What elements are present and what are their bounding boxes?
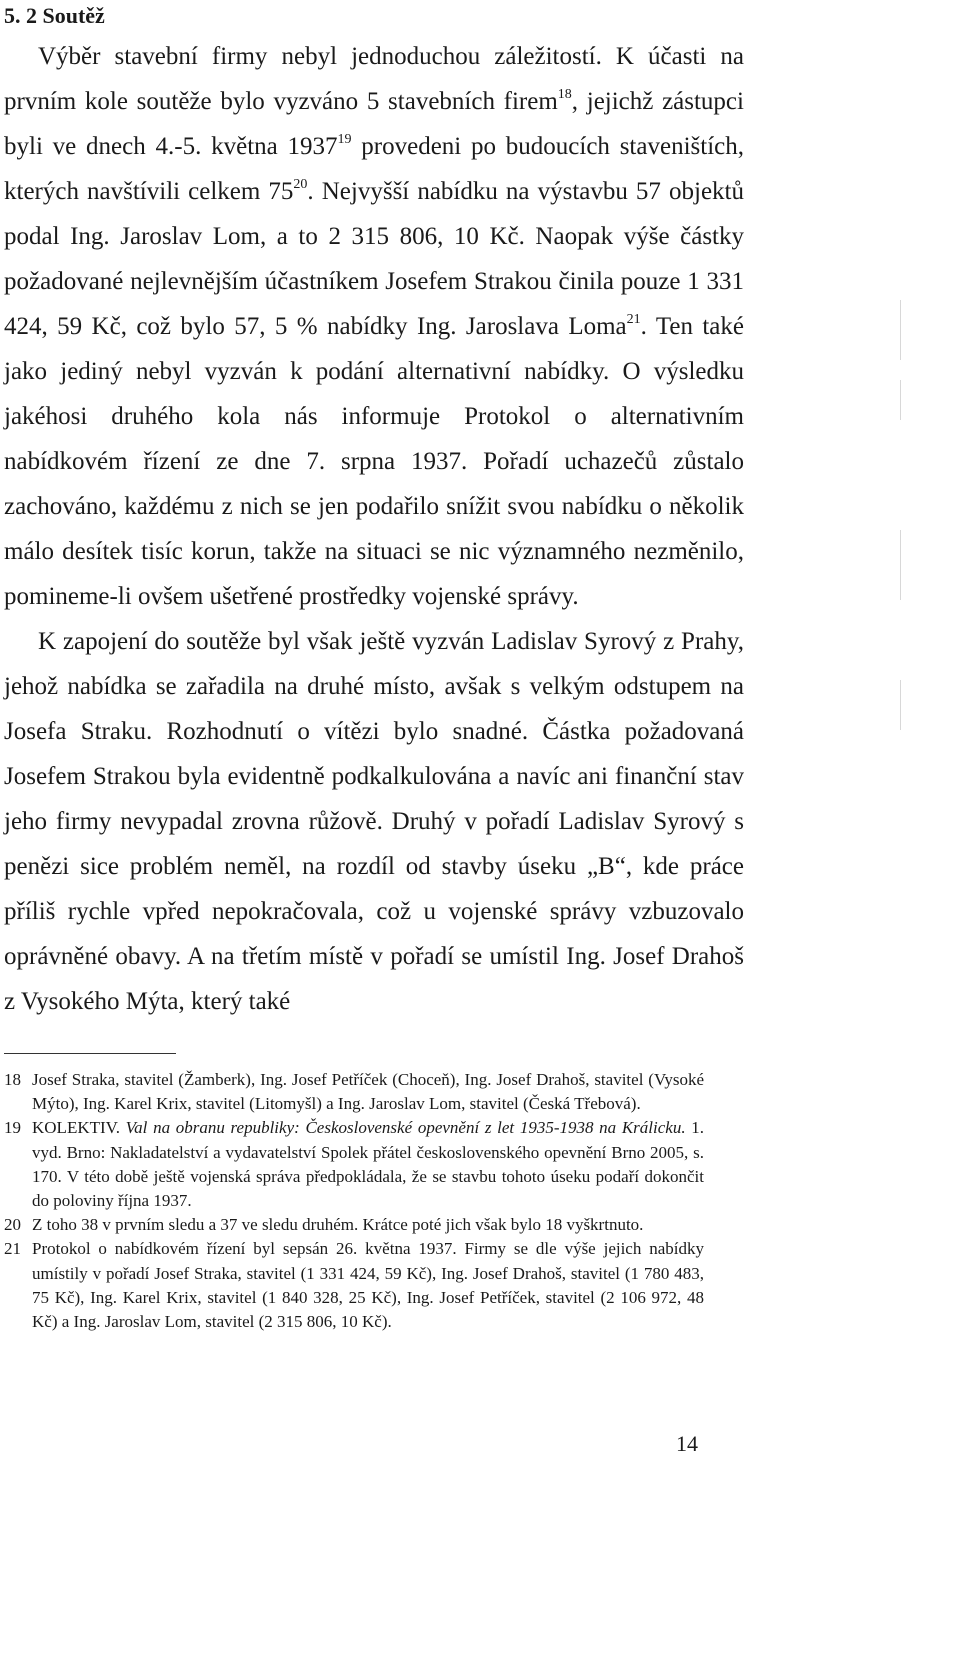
footnotes (4, 1068, 704, 1334)
footnote-reference: 18 (557, 86, 572, 102)
footnote-text-segment: KOLEKTIV. (32, 1118, 126, 1138)
body-text (4, 34, 744, 1024)
footnote-separator (4, 1053, 176, 1054)
footnote-text (32, 1215, 643, 1234)
paragraph (4, 619, 744, 1024)
footnote-number: 20 (4, 1215, 21, 1235)
paragraph-text: , jejichž zástupci byli ve dnech 4.-5. května 1937 (4, 88, 744, 160)
page-number: 14 (676, 1431, 698, 1456)
footnote-text (32, 1070, 704, 1113)
paragraph-text: provedeni po budoucích staveništích, kterých navštívili celkem 75 (4, 133, 744, 205)
footnote (4, 1116, 704, 1213)
paragraph-text: Výběr stavební firmy nebyl jednoduchou záležitostí. K účasti na prvním kole soutěže bylo vyzváno 5 stavebních firem (4, 43, 744, 115)
scan-margin-marks (900, 280, 904, 780)
paragraph-text: . Ten také jako jediný nebyl vyzván k podání alternativní nabídky. O výsledku jakéhosi druhého kola nás informuje Protokol o alternativním nabídkovém řízení ze dne 7. srpna 1937. Pořadí uchazečů zůstalo zachováno, každému z nich se jen podařilo snížit svou nabídku o několik málo desítek tisíc korun, takže na situaci se nic významného nezměnilo, pomineme-li ovšem ušetřené prostředky vojenské správy. (4, 313, 745, 610)
footnote-number: 18 (4, 1070, 21, 1089)
paragraph-text: K zapojení do soutěže byl však ještě vyzván Ladislav Syrový z Prahy, jehož nabídka se zařadila na druhé místo, avšak s velkým odstupem na Josefa Straku. Rozhodnutí o vítězi bylo snadné. Částka požadovaná Josefem Strakou byla evidentně podkalkulována a navíc ani finanční stav jeho firmy nevypadal zrovna růžově. Druhý v pořadí Ladislav Syrový s penězi sice problém neměl, na rozdíl od stavby úseku „B“, kde práce příliš rychle vpřed nepokračovala, což u vojenské správy vzbuzovalo oprávněné obavy. A na třetím místě v pořadí se umístil Ing. Josef Drahoš z Vysokého Mýta, který také (4, 628, 744, 1015)
footnote-text-segment: Z toho 38 v prvním sledu a 37 ve sledu druhém. Krátce poté jich však bylo 18 vyškrtnuto. (32, 1215, 644, 1235)
paragraph-text: . Nejvyšší nabídku na výstavbu 57 objektů podal Ing. Jaroslav Lom, a to 2 315 806, 10 Kč. Naopak výše částky požadované nejlevnějším účastníkem Josefem Strakou činila pouze 1 331 424, 59 Kč, což bylo 57, 5 % nabídky Ing. Jaroslava Loma (4, 178, 744, 340)
footnote-text (32, 1239, 704, 1331)
footnote (4, 1068, 704, 1116)
footnote (4, 1237, 704, 1334)
section-heading: 5. 2 Soutěž (4, 3, 105, 28)
footnote-reference: 19 (337, 131, 352, 147)
footnote (4, 1213, 704, 1237)
footnote-text-segment: 1. vyd. Brno: Nakladatelství a vydavatelství Spolek přátel československého opevnění Brno 2005, s. 170. V této době ještě vojenská správa předpokládala, že se stavbu tohoto úseku podaří dokončit do poloviny října 1937. (32, 1118, 705, 1211)
citation-title: Val na obranu republiky: Československé opevnění z let 1935-1938 na Králicku. (125, 1118, 686, 1138)
footnote-text-segment: Protokol o nabídkovém řízení byl sepsán 26. května 1937. Firmy se dle výše jejich nabídky umístily v pořadí Josef Straka, stavitel (1 331 424, 59 Kč), Ing. Josef Drahoš, stavitel (1 780 483, 75 Kč), Ing. Karel Krix, stavitel (1 840 328, 25 Kč), Ing. Josef Petříček, stavitel (2 106 972, 48 Kč) a Ing. Jaroslav Lom, stavitel (2 315 806, 10 Kč). (32, 1239, 704, 1332)
footnote-reference: 20 (293, 176, 308, 192)
paragraph (4, 34, 744, 619)
footnote-text-segment: Josef Straka, stavitel (Žamberk), Ing. Josef Petříček (Choceň), Ing. Josef Drahoš, stavitel (Vysoké Mýto), Ing. Karel Krix, stavitel (Litomyšl) a Ing. Jaroslav Lom, stavitel (Česká Třebová). (32, 1070, 704, 1114)
footnote-number: 19 (4, 1118, 21, 1138)
footnote-number: 21 (4, 1239, 21, 1259)
footnote-text (32, 1118, 704, 1210)
footnote-reference: 21 (626, 311, 641, 327)
